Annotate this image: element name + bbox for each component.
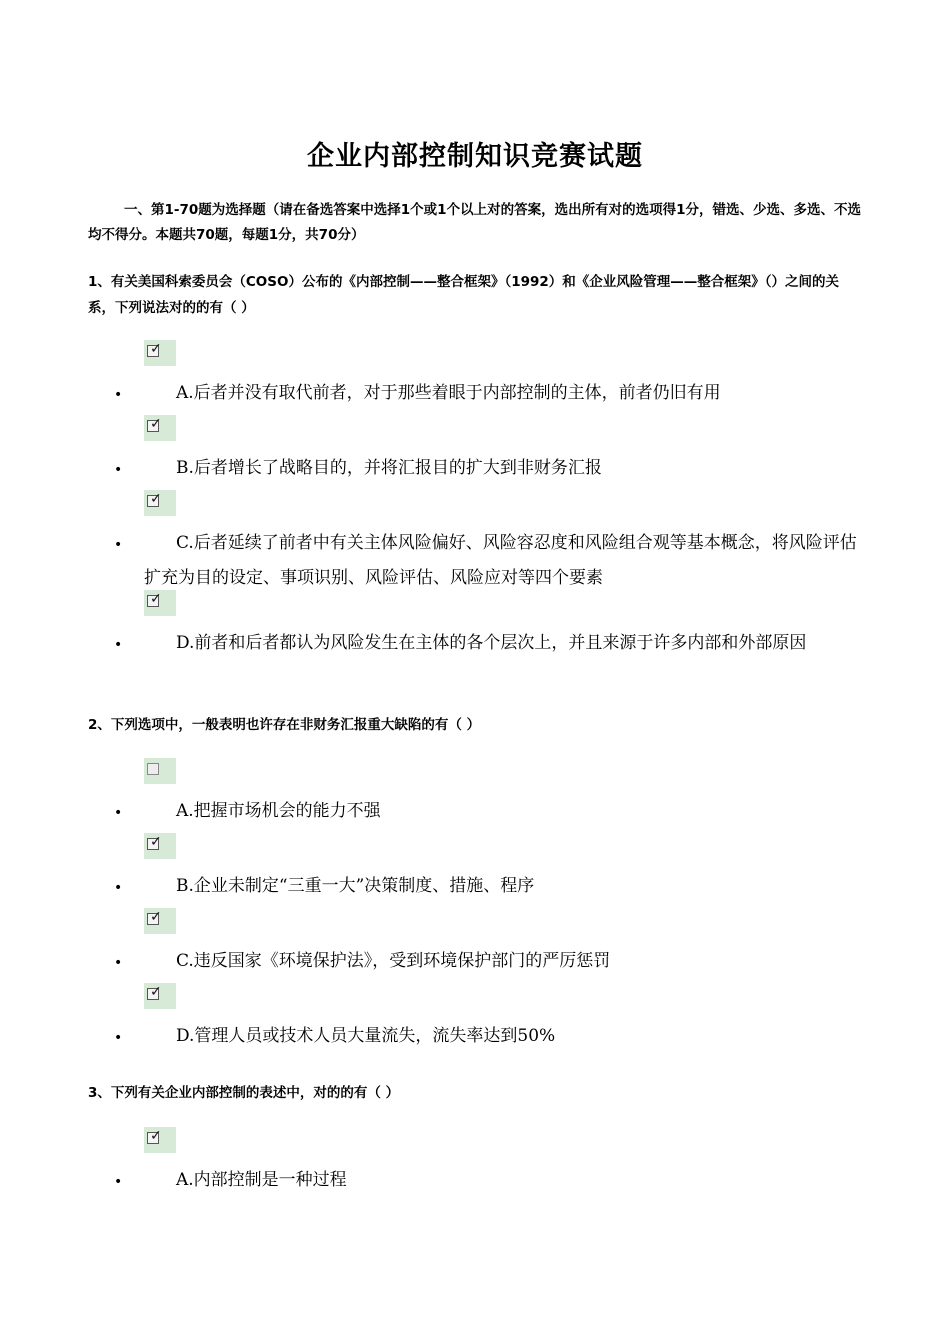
check-mark-icon: ✓ [150, 984, 162, 1000]
option-checkbox[interactable] [144, 983, 176, 1009]
option-item [144, 626, 859, 661]
checkbox-box [147, 984, 162, 1000]
checkbox-box [147, 416, 162, 432]
check-mark-icon: ✓ [150, 491, 162, 507]
check-mark-icon: ✓ [150, 416, 162, 432]
option-item [144, 526, 859, 596]
option-text: A.把握市场机会的能力不强 [176, 801, 381, 821]
option-checkbox[interactable] [144, 415, 176, 441]
option-text: D.管理人员或技术人员大量流失，流失率达到50% [176, 1026, 556, 1046]
check-mark-icon: ✓ [150, 341, 162, 357]
option-text: B.企业未制定“三重一大”决策制度、措施、程序 [176, 876, 535, 896]
checkbox-box [147, 1128, 162, 1144]
option-item [144, 869, 859, 904]
option-checkbox[interactable] [144, 833, 176, 859]
option-text: B.后者增长了战略目的，并将汇报目的扩大到非财务汇报 [176, 458, 602, 478]
checkbox-box [147, 341, 162, 357]
option-checkbox[interactable] [144, 1127, 176, 1153]
checkbox-box [147, 591, 162, 607]
option-text: C.违反国家《环境保护法》，受到环境保护部门的严厉惩罚 [176, 951, 611, 971]
option-text: A.内部控制是一种过程 [176, 1170, 347, 1190]
option-checkbox[interactable] [144, 908, 176, 934]
option-checkbox[interactable] [144, 340, 176, 366]
question-stem: 3、下列有关企业内部控制的表述中，对的的有（ ） [88, 1085, 400, 1101]
checkbox-box [147, 491, 162, 507]
bullet-icon: • [114, 387, 123, 403]
option-checkbox[interactable] [144, 490, 176, 516]
option-text: D.前者和后者都认为风险发生在主体的各个层次上，并且来源于许多内部和外部原因 [176, 633, 807, 653]
option-checkbox[interactable] [144, 758, 176, 784]
option-item [144, 1019, 859, 1054]
question-stem: 2、下列选项中，一般表明也许存在非财务汇报重大缺陷的有（ ） [88, 717, 481, 733]
option-text: C.后者延续了前者中有关主体风险偏好、风险容忍度和风险组合观等基本概念，将风险评估扩充为目的设定、事项识别、风险评估、风险应对等四个要素 [144, 533, 857, 588]
page-title: 企业内部控制知识竞赛试题 [307, 141, 643, 172]
option-item [144, 944, 859, 979]
bullet-icon: • [114, 955, 123, 971]
bullet-icon: • [114, 805, 123, 821]
option-item [144, 451, 859, 486]
option-checkbox[interactable] [144, 590, 176, 616]
bullet-icon: • [114, 537, 123, 553]
bullet-icon: • [114, 1030, 123, 1046]
option-item [144, 1163, 859, 1198]
section-instructions: 一、第1-70题为选择题（请在备选答案中选择1个或1个以上对的答案，选出所有对的选项得1分，错选、少选、多选、不选均不得分。本题共70题，每题1分，共70分） [88, 202, 861, 243]
bullet-icon: • [114, 637, 123, 653]
bullet-icon: • [114, 1174, 123, 1190]
option-text: A.后者并没有取代前者，对于那些着眼于内部控制的主体，前者仍旧有用 [176, 383, 721, 403]
check-mark-icon: ✓ [150, 591, 162, 607]
question-stem: 1、有关美国科索委员会（COSO）公布的《内部控制——整合框架》（1992）和《企业风险管理——整合框架》（）之间的关系，下列说法对的的有（ ） [88, 274, 840, 316]
option-item [144, 794, 859, 829]
option-item [144, 376, 859, 411]
bullet-icon: • [114, 880, 123, 896]
checkbox-box [147, 834, 162, 850]
checkbox-box [147, 909, 162, 925]
check-mark-icon: ✓ [150, 909, 162, 925]
bullet-icon: • [114, 462, 123, 478]
check-mark-icon: ✓ [150, 834, 162, 850]
checkbox-box [147, 763, 159, 775]
check-mark-icon: ✓ [150, 1128, 162, 1144]
